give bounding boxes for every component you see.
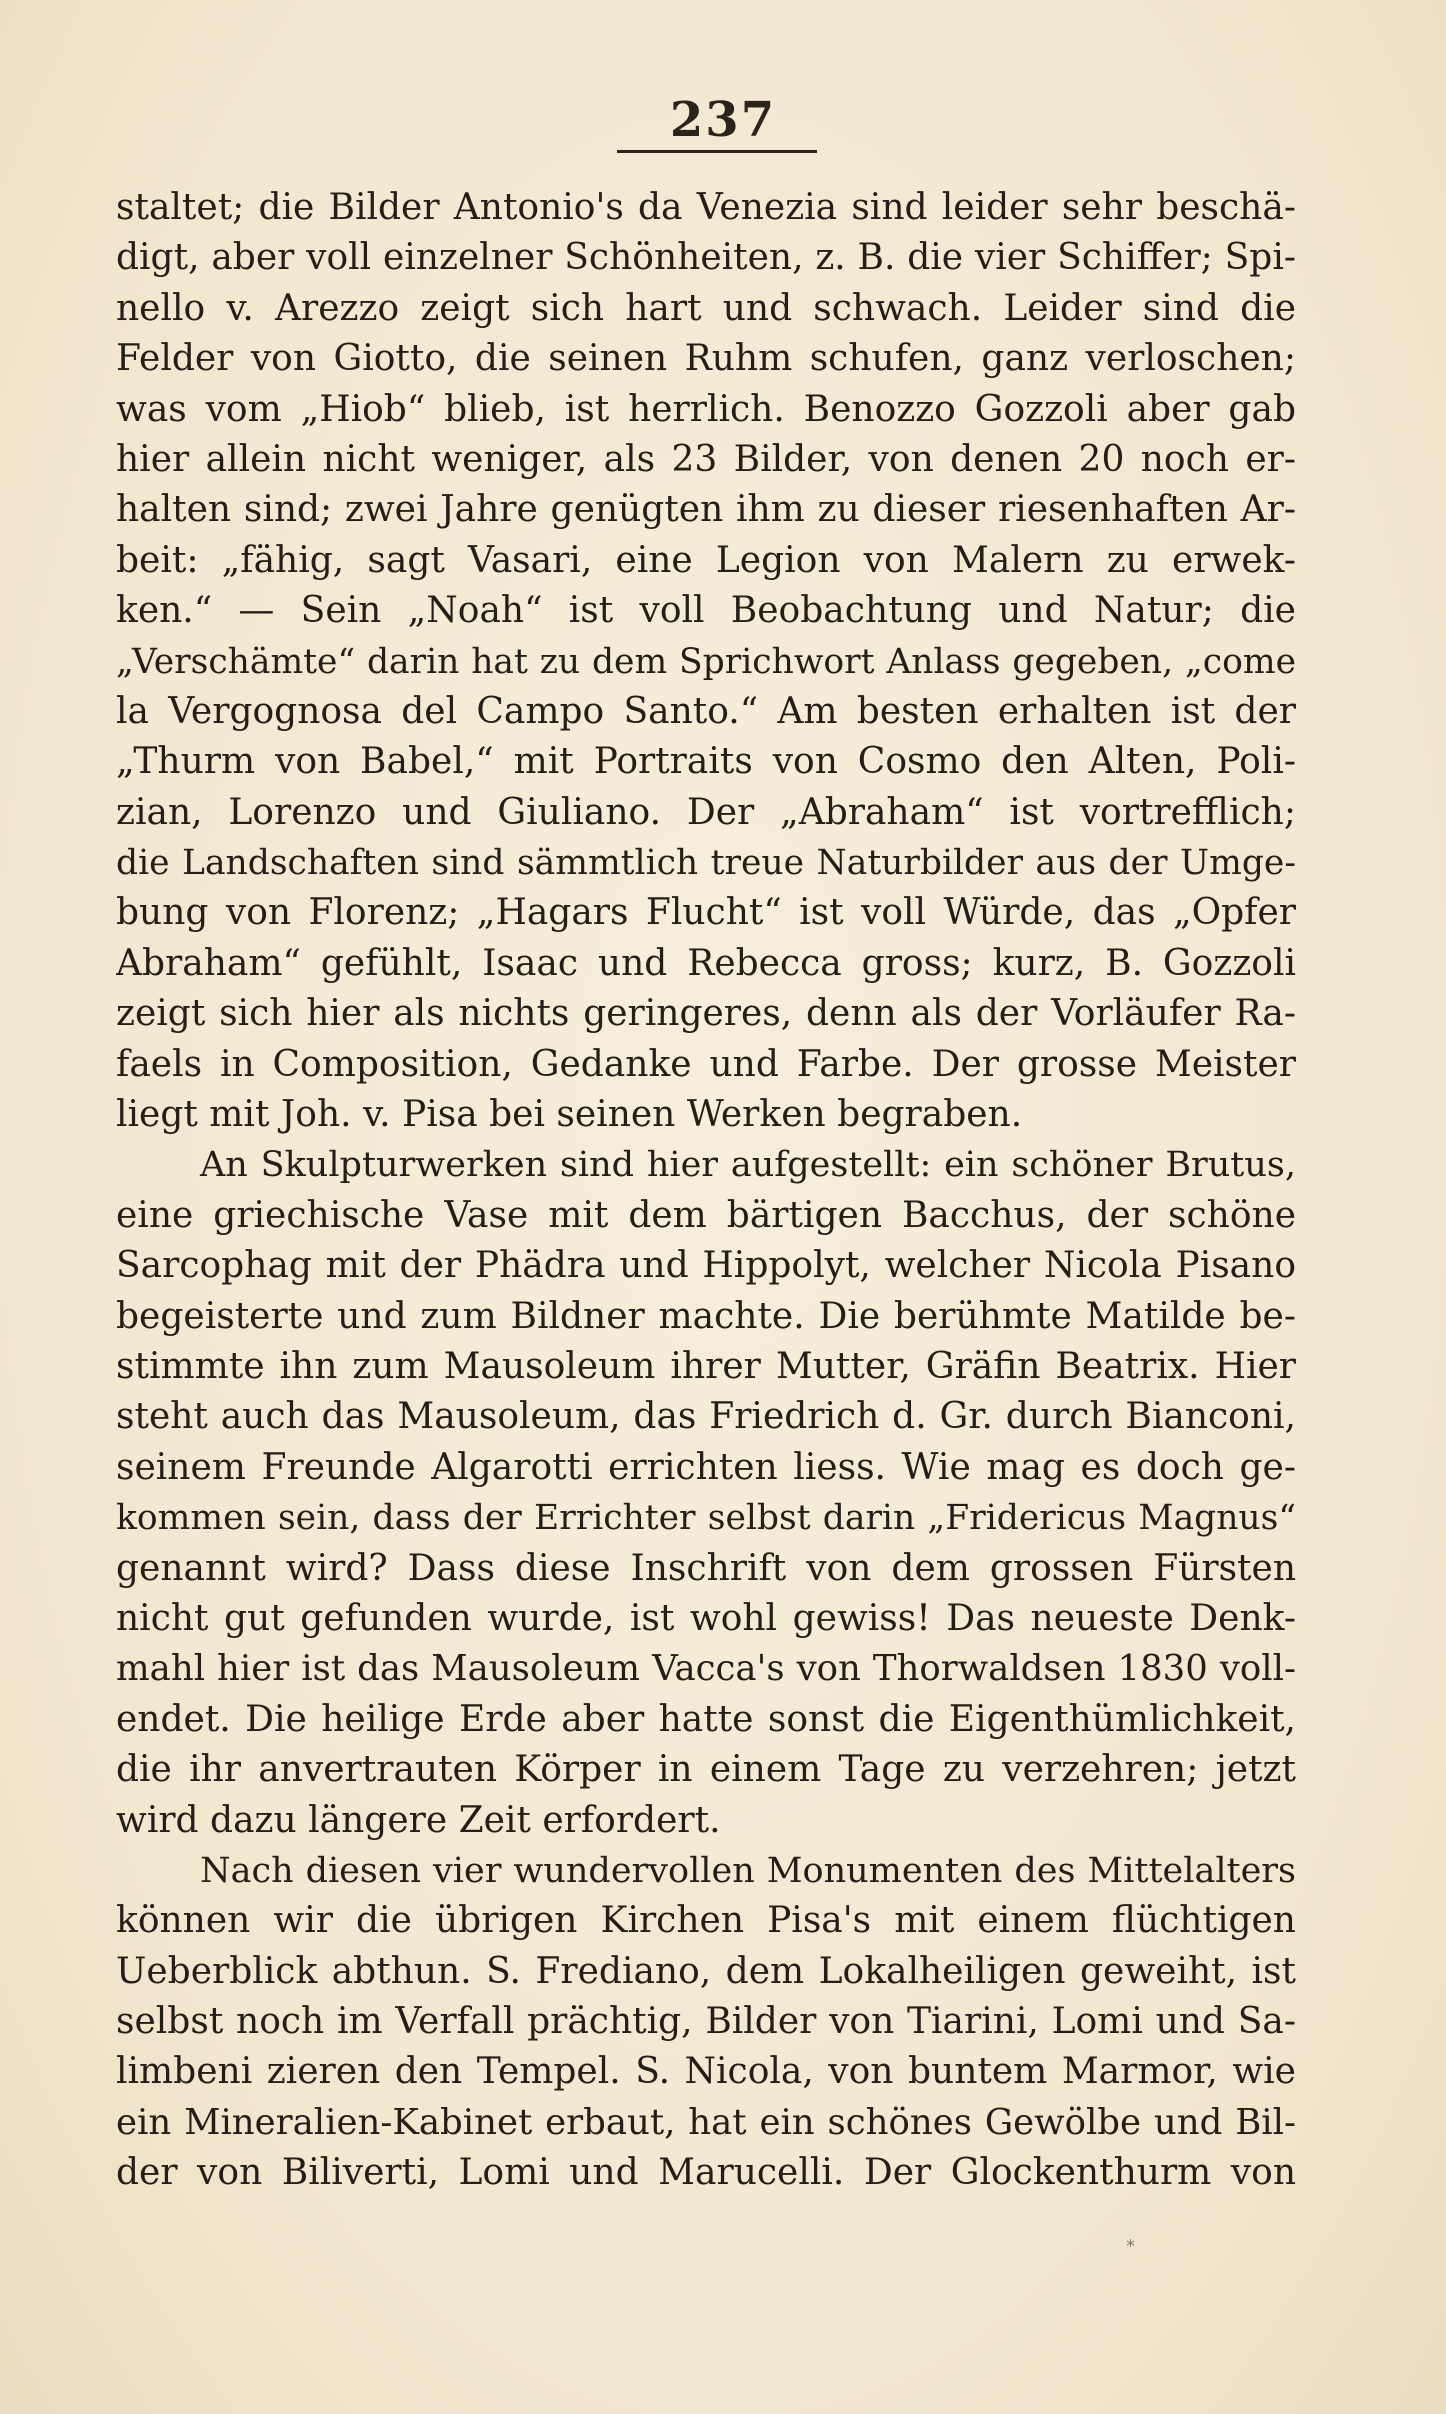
text-line: was vom „Hiob“ blieb, ist herrlich. Benozzo Gozzoli aber gab (116, 388, 1296, 430)
text-line: „Verschämte“ darin hat zu dem Sprichwort Anlass gegeben, „come (116, 641, 1296, 682)
text-line: Abraham“ gefühlt, Isaac und Rebecca gross; kurz, B. Gozzoli (116, 942, 1296, 984)
text-line: nicht gut gefunden wurde, ist wohl gewiss! Das neueste Denk- (116, 1597, 1296, 1639)
text-line: kommen sein, dass der Errichter selbst darin „Fridericus Magnus“ (116, 1498, 1296, 1539)
text-line: genannt wird? Dass diese Inschrift von dem grossen Fürsten (116, 1547, 1296, 1589)
page-number: 237 (669, 92, 777, 148)
text-line: ein Mineralien-Kabinet erbaut, hat ein schönes Gewölbe und Bil- (116, 2101, 1296, 2143)
text-line: zian, Lorenzo und Giuliano. Der „Abraham“ ist vortrefflich; (116, 791, 1296, 833)
text-line: staltet; die Bilder Antonio's da Venezia sind leider sehr beschä- (116, 187, 1296, 228)
text-line: limbeni zieren den Tempel. S. Nicola, von buntem Marmor, wie (116, 2051, 1296, 2093)
text-line: stimmte ihn zum Mausoleum ihrer Mutter, Gräfin Beatrix. Hier (116, 1345, 1296, 1387)
text-line: steht auch das Mausoleum, das Friedrich d. Gr. durch Bianconi, (116, 1396, 1296, 1438)
text-line: endet. Die heilige Erde aber hatte sonst die Eigenthümlichkeit, (116, 1698, 1296, 1740)
text-line: Nach diesen vier wundervollen Monumenten des Mittelalters (200, 1850, 1296, 1891)
text-line: begeisterte und zum Bildner machte. Die berühmte Matilde be- (116, 1295, 1296, 1337)
text-line: „Thurm von Babel,“ mit Portraits von Cosmo den Alten, Poli- (116, 741, 1296, 783)
text-line: beit: „fähig, sagt Vasari, eine Legion von Malern zu erwek- (116, 539, 1296, 581)
text-line: la Vergognosa del Campo Santo.“ Am besten erhalten ist der (116, 690, 1296, 732)
text-line: Sarcophag mit der Phädra und Hippolyt, welcher Nicola Pisano (116, 1245, 1296, 1287)
text-line: die Landschaften sind sämmtlich treue Naturbilder aus der Umge- (116, 843, 1296, 884)
text-line: Felder von Giotto, die seinen Ruhm schufen, ganz verloschen; (116, 338, 1296, 380)
text-line: hier allein nicht weniger, als 23 Bilder, von denen 20 noch er- (116, 438, 1296, 480)
text-line: bung von Florenz; „Hagars Flucht“ ist voll Würde, das „Opfer (116, 892, 1296, 934)
text-line: halten sind; zwei Jahre genügten ihm zu dieser riesenhaften Ar- (116, 489, 1296, 531)
text-line: An Skulpturwerken sind hier aufgestellt: ein schöner Brutus, (200, 1145, 1296, 1186)
text-line: nello v. Arezzo zeigt sich hart und schwach. Leider sind die (116, 287, 1296, 329)
text-line: wird dazu längere Zeit erfordert. (116, 1799, 721, 1841)
text-line: faels in Composition, Gedanke und Farbe. Der grosse Meister (116, 1043, 1296, 1085)
text-line: seinem Freunde Algarotti errichten liess. Wie mag es doch ge- (116, 1446, 1296, 1488)
text-line: der von Biliverti, Lomi und Marucelli. Der Glockenthurm von (116, 2152, 1296, 2194)
text-line: zeigt sich hier als nichts geringeres, denn als der Vorläufer Ra- (116, 993, 1296, 1035)
header-rule (617, 150, 817, 153)
text-line: mahl hier ist das Mausoleum Vacca's von Thorwaldsen 1830 voll- (116, 1648, 1296, 1690)
body-text (116, 183, 1296, 2199)
text-line: die ihr anvertrauten Körper in einem Tage zu verzehren; jetzt (116, 1749, 1296, 1791)
footer-mark: * (1126, 2236, 1135, 2257)
text-line: ken.“ — Sein „Noah“ ist voll Beobachtung und Natur; die (116, 590, 1296, 632)
text-line: digt, aber voll einzelner Schönheiten, z. B. die vier Schiffer; Spi- (116, 237, 1296, 279)
text-line: Ueberblick abthun. S. Frediano, dem Lokalheiligen geweiht, ist (116, 1950, 1296, 1992)
text-line: eine griechische Vase mit dem bärtigen Bacchus, der schöne (116, 1194, 1296, 1236)
text-line: können wir die übrigen Kirchen Pisa's mit einem flüchtigen (116, 1900, 1296, 1942)
text-line: selbst noch im Verfall prächtig, Bilder von Tiarini, Lomi und Sa- (116, 2001, 1296, 2043)
text-line: liegt mit Joh. v. Pisa bei seinen Werken begraben. (116, 1094, 1023, 1136)
